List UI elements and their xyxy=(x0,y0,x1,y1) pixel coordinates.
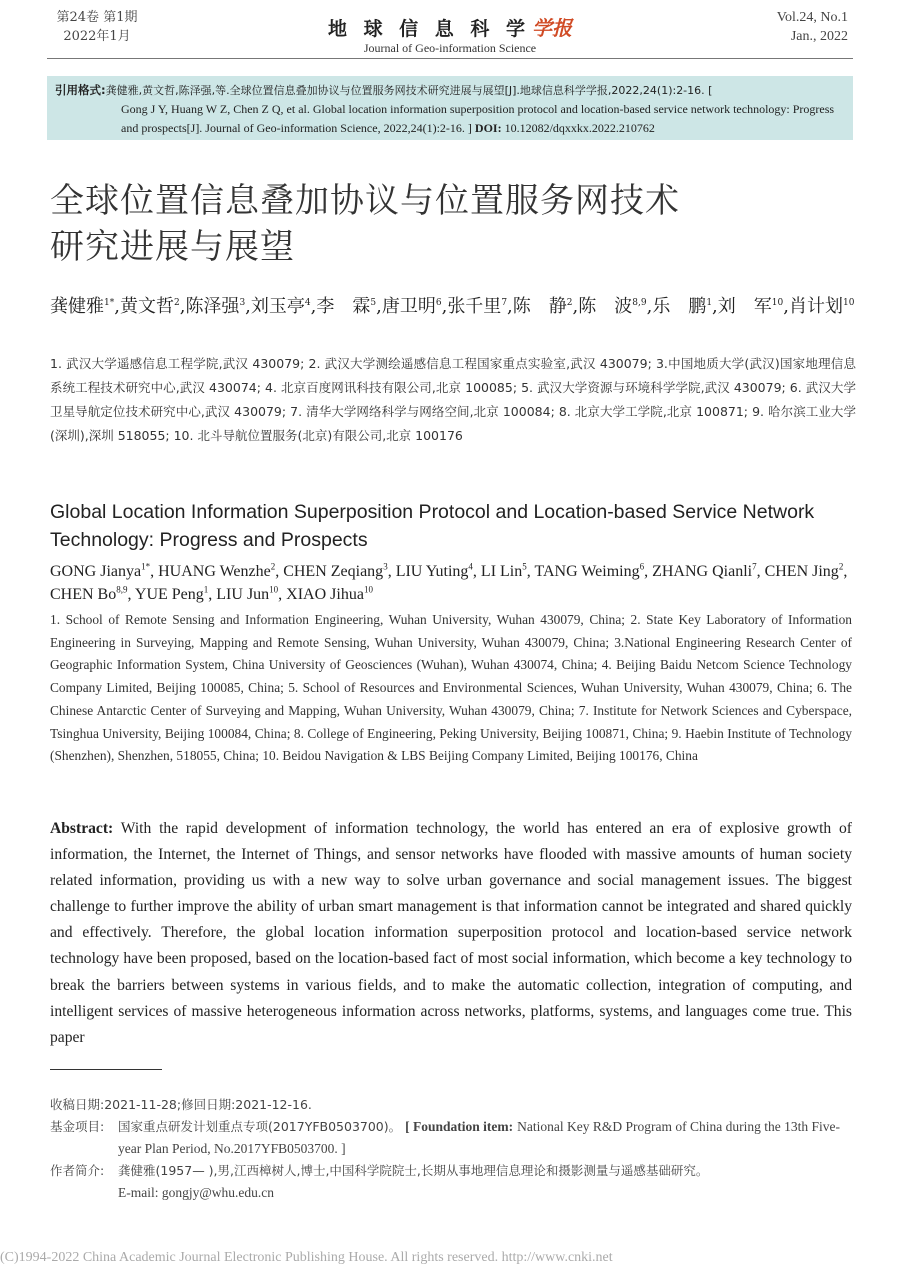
author-name: 陈泽强 xyxy=(185,296,240,317)
author-name: LIU Jun xyxy=(216,586,270,603)
author-affiliation-marker: 3 xyxy=(239,298,246,308)
author-affiliation-marker: 10 xyxy=(842,298,855,308)
author-entry xyxy=(718,296,783,317)
abstract xyxy=(50,816,852,1051)
author-bio-label: 作者简介: xyxy=(50,1163,105,1178)
abstract-text: With the rapid development of information technology, the world has entered an era of explosive growth of information, the Internet, the Internet of Things, and sensor networks have flooded with massive amounts of human society related information, providing us with a new way to solve urban governance and social management issues. The biggest challenge to further improve the ability of urban smart management is that information cannot be integrated and shared quickly and effectively. Therefore, the global location information superposition protocol and location-based service network technology have been proposed, based on the location-based fact of most social information, which become a key technology to break the barriers between systems in various fields, and to make the automatic collection, integration of computing, and intelligent services of massive heterogeneous information across networks, platforms, systems, and languages come true. This paper xyxy=(50,820,852,1046)
date-cn: 2022年1月 xyxy=(63,29,131,44)
footnote-author xyxy=(50,1160,856,1204)
header-divider xyxy=(47,58,853,59)
author-affiliation-marker: 4 xyxy=(468,561,473,572)
author-name: 李 霖 xyxy=(316,296,371,317)
author-affiliation-marker: 10 xyxy=(363,584,373,595)
author-entry xyxy=(185,296,245,317)
footnote-fund xyxy=(50,1116,856,1160)
author-affiliation-marker: 1 xyxy=(203,584,209,595)
author-entry xyxy=(283,563,387,580)
author-entry xyxy=(158,563,275,580)
citation-label: 引用格式: xyxy=(55,83,106,97)
author-entry xyxy=(652,563,756,580)
author-affiliation-marker: 2 xyxy=(173,298,180,308)
citation-text-cn: 龚健雅,黄文哲,陈泽强,等.全球位置信息叠加协议与位置服务网技术研究进展与展望[J].地球信息科学学报,2022,24(1):2-16. [ xyxy=(105,84,713,97)
author-entry xyxy=(50,586,127,603)
journal-title-en: Journal of Geo-information Science xyxy=(363,41,537,55)
received-text: 2021-11-28;修回日期:2021-12-16. xyxy=(104,1097,312,1112)
author-entry xyxy=(382,296,442,317)
fund-en-label: [ Foundation item: xyxy=(405,1119,514,1134)
author-name: LIU Yuting xyxy=(395,563,469,580)
issue-info-en xyxy=(777,8,848,46)
fund-en-text: National Key R&D Program of China during the 13th Five-year Plan Period, No.2017YFB0503700. ] xyxy=(118,1119,840,1156)
author-affiliation-marker: 2 xyxy=(566,298,573,308)
author-entry xyxy=(652,296,712,317)
citation-text-en: Gong J Y, Huang W Z, Chen Z Q, et al. Global location information superposition protocol and location-based service network technology: Progress and prospects[J]. Journal of Geo-information Science, 2022,24(1):2-16. ] xyxy=(121,102,835,135)
author-entry xyxy=(120,296,180,317)
title-cn-line2: 研究进展与展望 xyxy=(50,227,295,267)
author-name: 刘玉亭 xyxy=(250,296,305,317)
copyright-footer: (C)1994-2022 China Academic Journal Electronic Publishing House. All rights reserved. http://www.cnki.net xyxy=(0,1250,613,1265)
author-name: 刘 军 xyxy=(717,296,772,317)
volume-en: Vol.24, No.1 xyxy=(776,10,848,25)
author-affiliation-marker: 2 xyxy=(838,561,844,572)
author-affiliation-marker: 8,9 xyxy=(632,298,647,308)
author-entry xyxy=(135,586,208,603)
author-name: 唐卫明 xyxy=(381,296,436,317)
author-name: 张千里 xyxy=(447,296,502,317)
author-affiliation-marker: 6 xyxy=(639,561,645,572)
author-entry xyxy=(316,296,376,317)
fund-label: 基金项目: xyxy=(50,1119,105,1134)
author-name: 龚健雅 xyxy=(50,296,104,317)
doi-value[interactable]: 10.12082/dqxxkx.2022.210762 xyxy=(504,121,655,135)
author-entry xyxy=(481,563,527,580)
author-affiliation-marker: 5 xyxy=(370,298,377,308)
article-title-en: Global Location Information Superposition Protocol and Location-based Service Network Technology: Progress and Prospects xyxy=(50,501,815,551)
author-name: 肖计划 xyxy=(788,296,843,317)
author-affiliation-marker: 1 xyxy=(706,298,713,308)
journal-title-cn: 地 球 信 息 科 学 xyxy=(327,18,531,40)
date-en: Jan., 2022 xyxy=(790,29,848,44)
author-entry xyxy=(534,563,644,580)
author-affiliation-marker: 7 xyxy=(501,298,508,308)
author-name: 乐 鹏 xyxy=(652,296,707,317)
author-list-cn: 龚健雅$^{1*}$,黄文哲$^2$,陈泽强$^3$,刘玉亭$^4$,李 霖$^5$,唐卫明$^6$,张千里$^7$,陈 静$^2$,陈 波$^{8,9}$,乐 鹏$^1$,刘 军$^{10}$,肖计划$^{10}$ xyxy=(50,296,855,317)
affiliations-cn: 1. 武汉大学遥感信息工程学院,武汉 430079; 2. 武汉大学测绘遥感信息工程国家重点实验室,武汉 430079; 3.中国地质大学(武汉)国家地理信息系统工程技术研究中心,武汉 430074; 4. 北京百度网讯科技有限公司,北京 100085; 5. 武汉大学资源与环境科学学院,武汉 430079; 6. 武汉大学卫星导航定位技术研究中心,武汉 430079; 7. 清华大学网络科学与网络空间,北京 100084; 8. 北京大学工学院,北京 100871; 9. 哈尔滨工业大学(深圳),深圳 518055; 10. 北斗导航位置服务(北京)有限公司,北京 100176 xyxy=(50,356,856,443)
author-list-en: GONG Jianya$^{1*}$, HUANG Wenzhe$^2$, CHEN Zeqiang$^3$, LIU Yuting$^4$, LI Lin$^5$, TANG Weiming$^6$, ZHANG Qianli$^7$, CHEN Jing$^2$, CHEN Bo$^{8,9}$, YUE Peng$^1$, LIU Jun$^{10}$, XIAO Jihua$^{10}$ xyxy=(50,561,848,603)
footnote-received xyxy=(50,1094,856,1116)
author-name: HUANG Wenzhe xyxy=(158,563,271,580)
author-affiliation-marker: 5 xyxy=(522,561,527,572)
journal-logo: 学报 xyxy=(532,16,573,40)
journal-masthead xyxy=(300,12,600,56)
author-affiliation-marker: 8,9 xyxy=(116,584,128,595)
author-entry xyxy=(765,563,844,580)
author-name: XIAO Jihua xyxy=(286,586,364,603)
citation-continuation xyxy=(55,100,845,138)
author-name: GONG Jianya xyxy=(50,563,142,580)
author-entry xyxy=(50,563,150,580)
author-bio-body xyxy=(118,1160,854,1204)
author-name: CHEN Zeqiang xyxy=(283,563,384,580)
author-entry xyxy=(789,296,854,317)
author-affiliation-marker: 7 xyxy=(752,561,757,572)
issue-info-cn xyxy=(47,8,147,46)
author-affiliation-marker: 10 xyxy=(269,584,279,595)
author-name: 黄文哲 xyxy=(119,296,174,317)
doi-label: DOI: xyxy=(474,121,502,135)
author-affiliation-marker: 3 xyxy=(383,561,388,572)
received-label: 收稿日期: xyxy=(50,1097,105,1112)
fund-body xyxy=(118,1116,854,1160)
title-cn-line1: 全球位置信息叠加协议与位置服务网技术 xyxy=(50,181,680,221)
volume-cn: 第24卷 第1期 xyxy=(56,10,138,25)
author-entry xyxy=(396,563,473,580)
author-name: LI Lin xyxy=(480,563,523,580)
author-entry xyxy=(251,296,311,317)
author-name: ZHANG Qianli xyxy=(652,563,753,580)
author-name: CHEN Jing xyxy=(764,563,839,580)
author-entry xyxy=(513,296,573,317)
author-affiliation-marker: 1* xyxy=(141,561,151,572)
author-name: 陈 静 xyxy=(512,296,567,317)
author-name: YUE Peng xyxy=(134,586,204,603)
author-entry xyxy=(578,296,646,317)
author-email[interactable]: E-mail: gongjy@whu.edu.cn xyxy=(118,1185,275,1200)
abstract-label: Abstract: xyxy=(50,820,114,837)
author-bio-text: 龚健雅(1957— ),男,江西樟树人,博士,中国科学院院士,长期从事地理信息理论和摄影测量与遥感基础研究。 xyxy=(118,1163,709,1178)
author-affiliation-marker: 10 xyxy=(771,298,784,308)
author-affiliation-marker: 4 xyxy=(304,298,311,308)
author-entry xyxy=(216,586,278,603)
author-entry xyxy=(447,296,507,317)
author-affiliation-marker: 1* xyxy=(104,298,115,308)
fund-cn: 国家重点研发计划重点专项(2017YFB0503700)。 xyxy=(118,1119,402,1134)
author-entry xyxy=(286,586,373,603)
author-entry xyxy=(50,296,114,317)
author-affiliation-marker: 2 xyxy=(270,561,276,572)
author-name: 陈 波 xyxy=(578,296,633,317)
author-affiliation-marker: 6 xyxy=(435,298,442,308)
footnote-divider xyxy=(50,1069,162,1070)
author-name: CHEN Bo xyxy=(50,586,117,603)
author-name: TANG Weiming xyxy=(534,563,640,580)
citation-box xyxy=(47,76,853,140)
article-title-cn xyxy=(50,178,680,270)
affiliations-en: 1. School of Remote Sensing and Information Engineering, Wuhan University, Wuhan 430079, China; 2. State Key Laboratory of Information Engineering in Surveying, Mapping and Remote Sensing, Wuhan University, Wuhan 430079, China; 3.National Engineering Research Center of Geographic Information System, China University of Geosciences (Wuhan), Wuhan 430074, China; 4. Beijing Baidu Netcom Science Technology Company Limited, Beijing 100085, China; 5. School of Resources and Environmental Sciences, Wuhan University, Wuhan 430079, China; 6. The Chinese Antarctic Center of Surveying and Mapping, Wuhan University, Wuhan 430079, China; 7. Institute for Network Sciences and Cyberspace, Tsinghua University, Beijing 100084, China; 8. College of Engineering, Peking University, Beijing 100871, China; 9. Haebin Institute of Technology (Shenzhen), Shenzhen, 518055, China; 10. Beidou Navigation & LBS Beijing Company Limited, Beijing 100176, China xyxy=(50,612,852,764)
